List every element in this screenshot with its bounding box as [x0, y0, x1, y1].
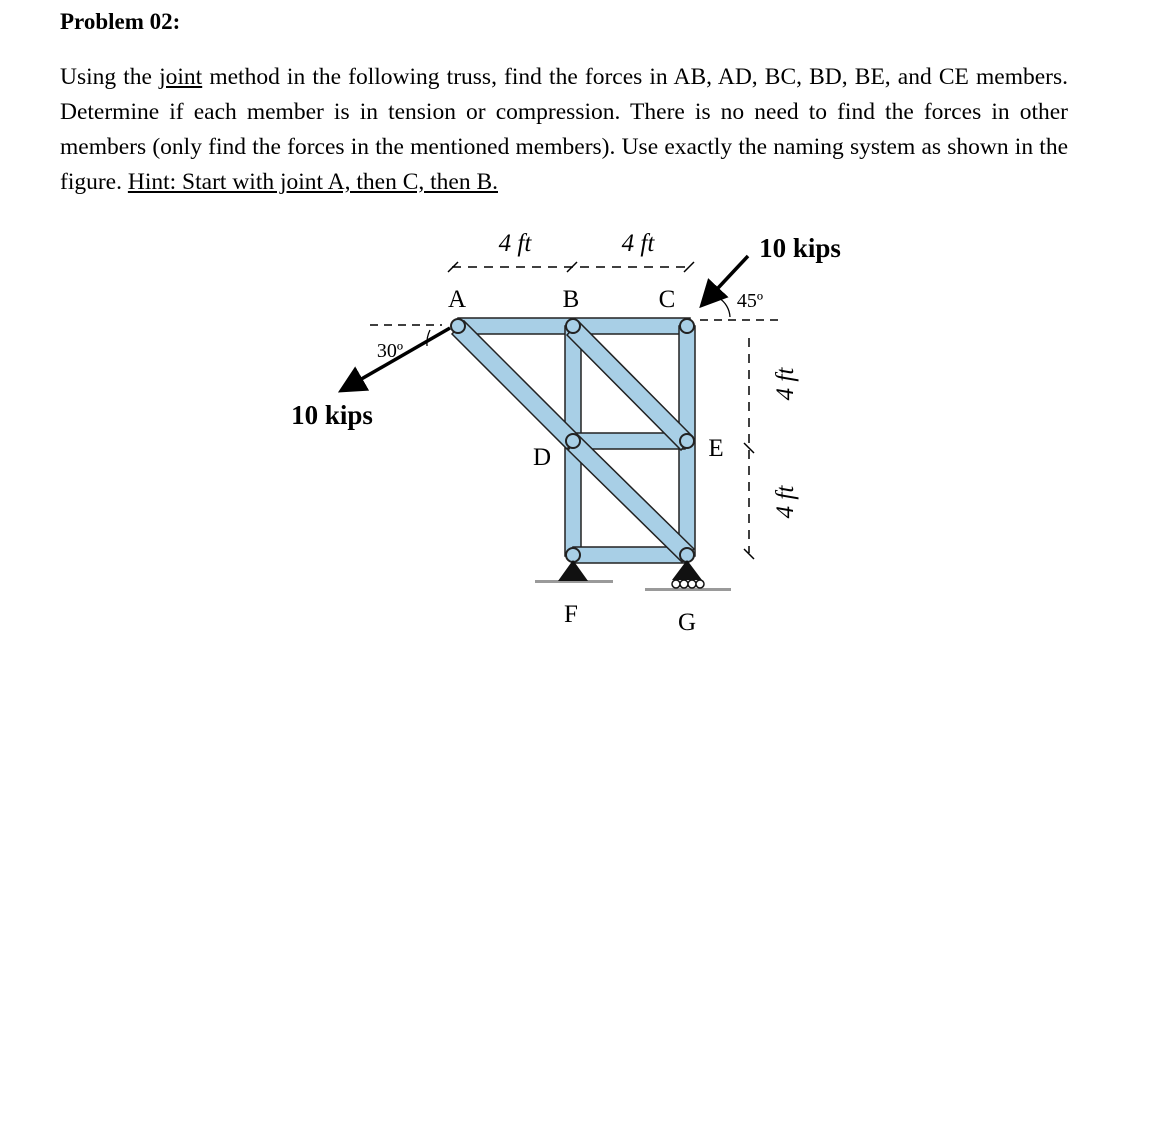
right-angle-arc — [719, 298, 730, 317]
pin-f — [566, 548, 580, 562]
pin-e — [680, 434, 694, 448]
underlined-joint: joint — [159, 64, 203, 90]
member-ad — [452, 321, 579, 449]
pin-c — [680, 319, 694, 333]
joint-label-b: B — [562, 286, 580, 313]
joint-label-g: G — [677, 609, 697, 636]
pin-a — [451, 319, 465, 333]
pin-b — [566, 319, 580, 333]
member-dg — [568, 437, 694, 562]
joint-label-f: F — [564, 601, 578, 628]
left-load-label: 10 kips — [291, 400, 373, 430]
dim-label-ab: 4 ft — [498, 230, 532, 257]
right-angle-label: 45º — [736, 290, 764, 312]
top-dimension-line — [448, 262, 694, 272]
hint-text: Hint: Start with joint A, then C, then B. — [127, 169, 498, 195]
roller-wheels — [672, 580, 704, 588]
pin-g — [680, 548, 694, 562]
pin-d — [566, 434, 580, 448]
dim-label-bc: 4 ft — [621, 230, 655, 257]
dim-label-ce: 4 ft — [772, 367, 799, 401]
joint-label-a: A — [447, 286, 467, 313]
statement-intro: Using the — [60, 64, 160, 90]
right-load-label: 10 kips — [759, 233, 841, 263]
joint-label-e: E — [708, 435, 724, 462]
problem-title: Problem 02: — [60, 9, 181, 34]
joint-label-c: C — [658, 286, 676, 313]
dim-label-eg: 4 ft — [772, 485, 799, 519]
right-dimension-line — [744, 338, 754, 559]
statement-body: method in the following truss, find the forces in AB, AD, BC, BD, BE, and CE members. Determine if each member is in tension or compression. There is no need to find the forces in other members (only find the forces in the mentioned members). Use exactly the naming system as shown in the figure. — [60, 64, 1069, 195]
member-be — [567, 322, 693, 450]
left-angle-label: 30º — [376, 340, 404, 362]
joint-label-d: D — [532, 444, 552, 471]
ground-g — [645, 588, 731, 591]
